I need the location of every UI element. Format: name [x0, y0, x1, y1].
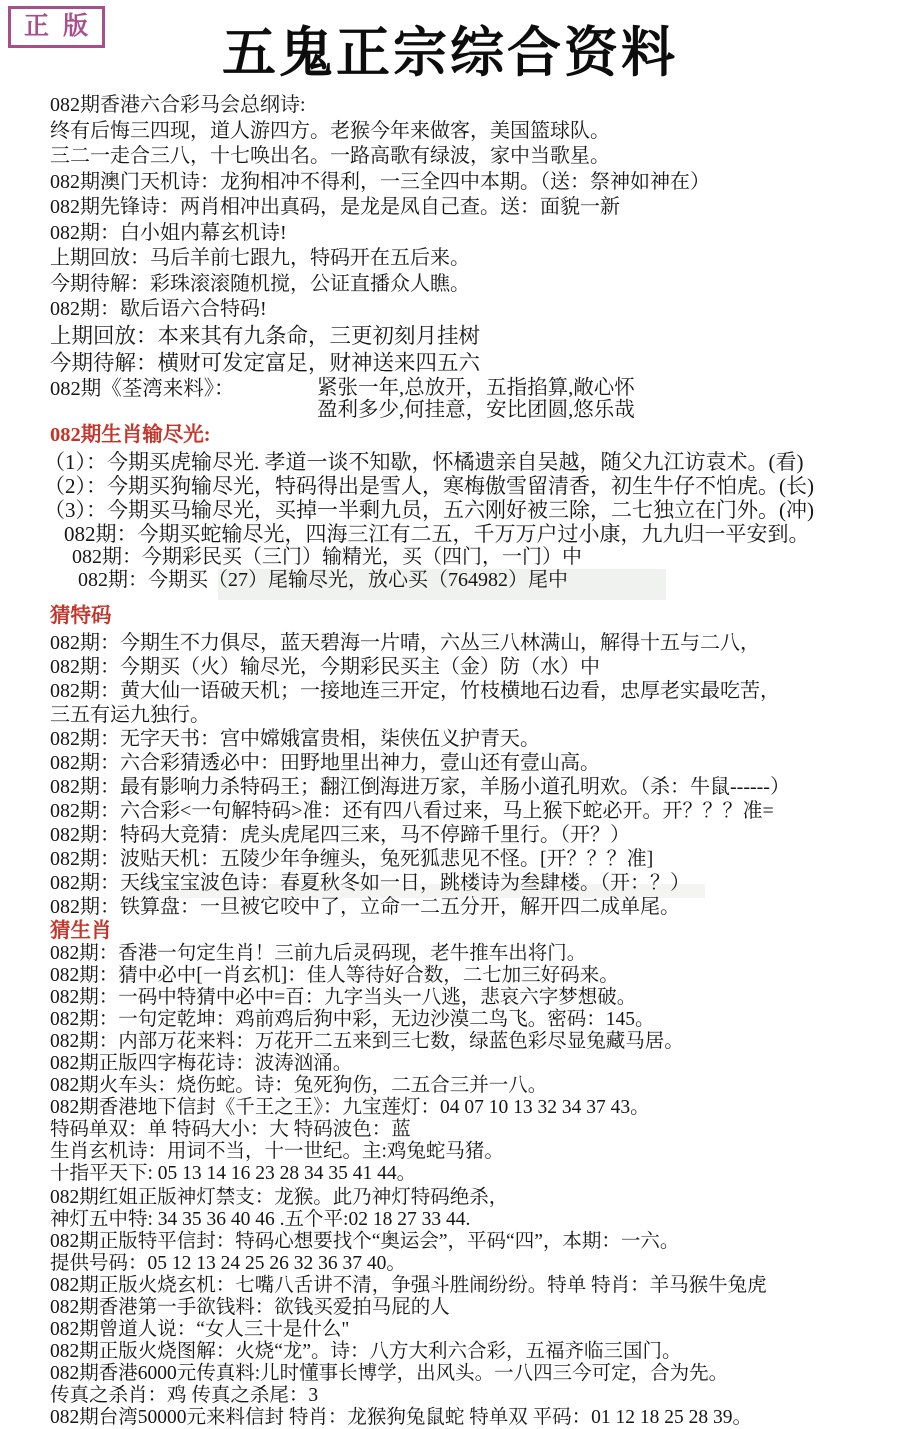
text-line: 盈利多少,何挂意，安比团圆,悠乐哉 — [317, 398, 635, 421]
text-line: 082期：一句定乾坤：鸡前鸡后狗中彩，无边沙漠二鸟飞。密码：145。 — [50, 1008, 655, 1030]
text-line: 082期：今期彩民买（三门）输精光，买（四门，一门）中 — [72, 545, 582, 568]
text-line: 082期香港地下信封《千王之王》：九宝莲灯：04 07 10 13 32 34 37 43。 — [50, 1096, 650, 1118]
text-line: （3）：今期买马输尽光，买掉一半剩九员，五六刚好被三除，二七独立在门外。(冲) — [44, 497, 814, 522]
text-column — [317, 377, 635, 421]
text-line: 082期红姐正版神灯禁支：龙猴。此乃神灯特码绝杀， — [50, 1186, 509, 1208]
page-title: 五鬼正宗综合资料 — [222, 23, 678, 83]
text-line: 082期：今期买（火）输尽光，今期彩民买主（金）防（水）中 — [50, 655, 600, 678]
text-line: 082期先锋诗：两肖相冲出真码，是龙是凤自己查。送：面貌一新 — [50, 196, 620, 219]
text-line: 终有后悔三四现，道人游四方。老猴今年来做客，美国篮球队。 — [50, 119, 610, 142]
text-line: 082期：内部万花来料：万花开二五来到三七数，绿蓝色彩尽显兔藏马居。 — [50, 1030, 684, 1052]
text-line: 082期：黄大仙一语破天机；一接地连三开定，竹枝横地石边看，忠厚老实最吃苦， — [50, 679, 780, 702]
text-line: 082期：今期买（27）尾输尽光，放心买（764982）尾中 — [78, 568, 568, 591]
genuine-edition-badge: 正版 — [8, 6, 105, 48]
text-line: 今期待解：彩珠滚滚随机搅，公证直播众人瞧。 — [50, 272, 470, 295]
text-line: 生肖玄机诗：用词不当，十一世纪。主:鸡兔蛇马猪。 — [50, 1140, 504, 1162]
text-line: 082期：波贴天机：五陵少年争缠头，兔死狐悲见不怪。[开？？？准] — [50, 847, 654, 870]
text-line: 三二一走合三八，十七唤出名。一路高歌有绿波，家中当歌星。 — [50, 145, 610, 168]
text-line: 猜特码 — [50, 604, 112, 627]
text-line: 082期澳门天机诗：龙狗相冲不得利，一三全四中本期。（送：祭神如神在） — [50, 170, 710, 193]
text-line: 082期香港六合彩马会总纲诗: — [50, 94, 306, 117]
text-line: 紧张一年,总放开，五指掐算,敞心怀 — [317, 376, 635, 399]
text-line: 上期回放：本来其有九条命，三更初刻月挂树 — [50, 323, 481, 348]
text-line: 082期：六合彩猜透必中：田野地里出神力，壹山还有壹山高。 — [50, 751, 600, 774]
text-line: 082期：今期买蛇输尽光，四海三江有二五，千万万户过小康，九九归一平安到。 — [64, 521, 810, 546]
text-line: 082期：今期生不力俱尽，蓝天碧海一片晴，六丛三八林满山，解得十五与二八， — [50, 631, 760, 654]
text-line-label: 082期《荃湾来料》： — [50, 377, 235, 400]
text-line: 082期台湾50000元来料信封 特肖：龙猴狗兔鼠蛇 特单双 平码：01 12 18 25 28 39。 — [50, 1406, 753, 1428]
text-line: 猜生肖 — [50, 919, 112, 942]
content-lines — [0, 83, 900, 1429]
text-line: 082期曾道人说：“女人三十是什么" — [50, 1318, 350, 1340]
text-line: 082期生肖输尽光: — [50, 423, 211, 446]
text-line: 082期：铁算盘：一旦被它咬中了，立命一二五分开，解开四二成单尾。 — [50, 895, 680, 918]
text-line: 082期香港第一手欲钱料：欲钱买爱拍马屁的人 — [50, 1296, 450, 1318]
text-line: 082期火车头：烧伤蛇。诗：兔死狗伤，二五合三并一八。 — [50, 1074, 548, 1096]
text-line: 082期：一码中特猜中必中=百：九字当头一八逃，悲哀六字梦想破。 — [50, 986, 637, 1008]
text-line: 082期正版特平信封：特码心想要找个“奥运会”，平码“四”，本期：一六。 — [50, 1230, 680, 1252]
text-line: 082期：无字天书：宫中嫦娥富贵相，柒侠伍义护青天。 — [50, 727, 540, 750]
text-line: 三五有运九独行。 — [50, 703, 210, 726]
text-line: （2）：今期买狗输尽光，特码得出是雪人，寒梅傲雪留清香，初生牛仔不怕虎。(长) — [44, 473, 814, 498]
text-line: 082期正版四字梅花诗：波涛汹涌。 — [50, 1052, 353, 1074]
text-line: 082期：六合彩<一句解特码>准：还有四八看过来，马上猴下蛇必开。开？？？准= — [50, 799, 774, 822]
text-line: 传真之杀肖：鸡 传真之杀尾：3 — [50, 1384, 319, 1406]
text-line: 十指平天下: 05 13 14 16 23 28 34 35 41 44。 — [50, 1162, 417, 1184]
text-line: 082期香港6000元传真料:儿时懂事长博学，出风头。一八四三今可定，合为先。 — [50, 1362, 729, 1384]
text-line: 082期：猜中必中[一肖玄机]：佳人等待好合数，二七加三好码来。 — [50, 964, 619, 986]
text-line: 提供号码：05 12 13 24 25 26 32 36 37 40。 — [50, 1252, 406, 1274]
text-line: 082期：白小姐内幕玄机诗! — [50, 221, 287, 244]
text-line: 082期正版火烧图解：火烧“龙”。诗：八方大利六合彩，五福齐临三国门。 — [50, 1340, 682, 1362]
text-line: 082期：香港一句定生肖！三前九后灵码现，老牛推车出将门。 — [50, 942, 587, 964]
text-line: 上期回放：马后羊前七跟九，特码开在五后来。 — [50, 247, 470, 270]
text-line: 今期待解：横财可发定富足，财神送来四五六 — [50, 350, 481, 375]
text-line: 特码单双：单 特码大小：大 特码波色：蓝 — [50, 1118, 411, 1140]
text-line: 082期：歇后语六合特码! — [50, 298, 267, 321]
text-line: 082期正版火烧玄机：七嘴八舌讲不清，争强斗胜闹纷纷。特单 特肖：羊马猴牛兔虎 — [50, 1274, 767, 1296]
text-line: 082期：最有影响力杀特码王；翻江倒海进万家，羊肠小道孔明欢。（杀：牛鼠------） — [50, 775, 790, 798]
text-line: 082期：天线宝宝波色诗：春夏秋冬如一日，跳楼诗为叁肆楼。（开：？） — [50, 871, 690, 894]
text-line: 神灯五中特: 34 35 36 40 46 .五个平:02 18 27 33 44. — [50, 1208, 471, 1230]
text-block — [50, 377, 890, 421]
text-line: （1）：今期买虎输尽光. 孝道一谈不知歇，怀橘遗亲自吴越，随父九江访袁术。(看) — [44, 449, 804, 474]
text-line: 082期：特码大竞猜：虎头虎尾四三来，马不停蹄千里行。（开？） — [50, 823, 630, 846]
